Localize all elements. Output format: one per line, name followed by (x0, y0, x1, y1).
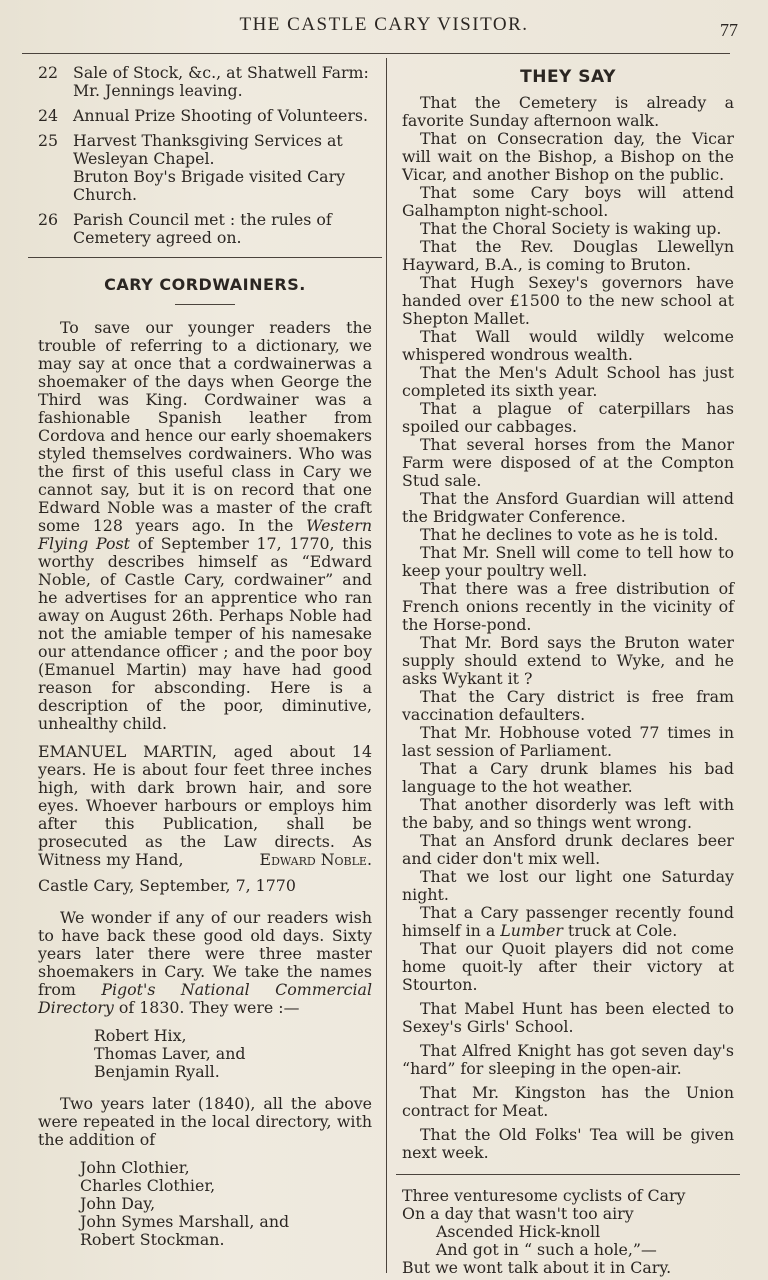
list-item: That on Consecration day, the Vicar will wait on the Bishop, a Bishop on the Vicar, and another Bishop on the public. (402, 129, 734, 184)
poem-divider (396, 1174, 740, 1175)
list-item: That there was a free distribution of French onions recently in the vicinity of the Horse-pond. (402, 579, 734, 634)
cordwainers-heading: CARY CORDWAINERS. (104, 275, 306, 294)
list-item: That Mr. Kingston has the Union contract for Meat. (402, 1083, 734, 1120)
directory-title: Pigot's National Commercial Directory (38, 980, 372, 1017)
list-item: That Mr. Hobhouse voted 77 times in last session of Parliament. (402, 723, 734, 760)
calendar-text: Cemetery agreed on. (73, 228, 242, 247)
left-column (38, 64, 372, 1263)
list-item: That the Old Folks' Tea will be given next week. (402, 1125, 734, 1162)
list-item: That Mr. Snell will come to tell how to keep your poultry well. (402, 543, 734, 580)
newspaper-title: Western Flying Post (38, 516, 372, 553)
list-item: That the Rev. Douglas Llewellyn Hayward, B.A., is coming to Bruton. (402, 237, 734, 274)
notice-dateline: Castle Cary, September, 7, 1770 (38, 876, 296, 895)
calendar-text: Annual Prize Shooting of Volunteers. (73, 106, 369, 125)
right-column (402, 64, 734, 1277)
list-item: That a Cary passenger recently found himself in a Lumber truck at Cole. (402, 903, 734, 940)
list-item: Benjamin Ryall. (94, 1062, 220, 1081)
list-item: That the Choral Society is waking up. (420, 219, 722, 238)
list-item: That a Cary drunk blames his bad language to the hot weather. (402, 759, 734, 796)
names-1830-list (94, 1027, 372, 1081)
calendar-entry (38, 107, 372, 125)
poem-line: But we wont talk about it in Cary. (402, 1258, 672, 1277)
they-say-list (402, 94, 734, 1162)
calendar-entry (38, 64, 372, 100)
names-1840-list (80, 1159, 372, 1249)
list-item: John Clothier, (80, 1158, 190, 1177)
list-item: That several horses from the Manor Farm were disposed of at the Compton Stud sale. (402, 435, 734, 490)
calendar-day: 26 (38, 210, 59, 229)
list-item: That Wall would wildly welcome whispered wondrous wealth. (402, 327, 734, 364)
list-item: That we lost our light one Saturday night. (402, 867, 734, 904)
list-item: That another disorderly was left with the baby, and so things went wrong. (402, 795, 734, 832)
poem-line: And got in “ such a hole,”— (436, 1240, 657, 1259)
limerick (402, 1187, 734, 1277)
list-item: That some Cary boys will attend Galhampton night-school. (402, 183, 734, 220)
list-item: That Mr. Bord says the Bruton water supply should extend to Wyke, and he asks Wykant it ? (402, 633, 734, 688)
calendar-list (38, 64, 372, 247)
list-item: Robert Stockman. (80, 1230, 225, 1249)
calendar-day: 22 (38, 63, 59, 82)
column-divider (386, 58, 387, 1273)
calendar-text: Bruton Boy's Brigade visited Cary (73, 167, 346, 186)
list-item: That Alfred Knight has got seven day's “hard” for sleeping in the open-air. (402, 1041, 734, 1078)
cordwainers-paragraph-2: We wonder if any of our readers wish to have back these good old days. Sixty years later there were three master shoemakers in Cary. We take the names from Pigot's National Commercial Directory of 1830. They were :— (38, 908, 372, 1017)
section-divider (28, 257, 382, 258)
list-item: That the Ansford Guardian will attend the Bridgwater Conference. (402, 489, 734, 526)
list-item: Thomas Laver, and (94, 1044, 246, 1063)
list-item: That the Cemetery is already a favorite Sunday afternoon walk. (402, 93, 734, 130)
heading-underline (175, 304, 235, 305)
list-item: Charles Clothier, (80, 1176, 216, 1195)
header-rule (22, 53, 730, 54)
cordwainers-paragraph-1: To save our younger readers the trouble of referring to a dictionary, we may say at once that a cordwainerwas a shoemaker of the days when George the Third was King. Cordwainer was a fashionable Spanish leather from Cordova and hence our early shoemakers styled themselves cordwainers. Who was the first of this useful class in Cary we cannot say, but it is on record that one Edward Noble was a master of the craft some 128 years ago. In the Western Flying Post of September 17, 1770, this worthy describes himself as “Edward Noble, of Castle Cary, cordwainer” and he advertises for an apprentice who ran away on August 26th. Perhaps Noble had not the amiable temper of his namesake our attendance officer ; and the poor boy (Emanuel Martin) may have had good reason for absconding. Here is a description of the poor, diminutive, unhealthy child. (38, 318, 372, 733)
list-item: That he declines to vote as he is told. (420, 525, 719, 544)
calendar-day: 25 (38, 131, 59, 150)
list-item: Robert Hix, (94, 1026, 187, 1045)
calendar-day: 24 (38, 106, 59, 125)
calendar-text: Parish Council met : the rules of (73, 210, 332, 229)
lumber-italic: Lumber (500, 921, 563, 940)
calendar-entry (38, 132, 372, 204)
list-item: That an Ansford drunk declares beer and cider don't mix well. (402, 831, 734, 868)
calendar-text: Harvest Thanksgiving Services at (73, 131, 343, 150)
list-item: That the Men's Adult School has just completed its sixth year. (402, 363, 734, 400)
list-item: That our Quoit players did not come home quoit-ly after their victory at Stourton. (402, 939, 734, 994)
poem-line: Three venturesome cyclists of Cary (402, 1186, 686, 1205)
poem-line: Ascended Hick-knoll (436, 1222, 601, 1241)
calendar-text: Mr. Jennings leaving. (73, 81, 243, 100)
list-item: That Hugh Sexey's governors have handed over £1500 to the new school at Shepton Mallet. (402, 273, 734, 328)
calendar-text: Sale of Stock, &c., at Shatwell Farm: (73, 63, 369, 82)
poem-line: On a day that wasn't too airy (402, 1204, 634, 1223)
runaway-notice: EMANUEL MARTIN, aged about 14 years. He is about four feet three inches high, with dark brown hair, and sore eyes. Whoever harbours or employs him after this Publication, shall be prosecuted as the Law directs. As Witness my Hand, Edward Noble. (38, 742, 372, 869)
cordwainers-paragraph-3: Two years later (1840), all the above were repeated in the local directory, with the addition of (38, 1094, 372, 1149)
calendar-text: Church. (73, 185, 138, 204)
calendar-entry (38, 211, 372, 247)
running-header-title: THE CASTLE CARY VISITOR. (239, 14, 529, 35)
notice-signature: Edward Noble. (259, 850, 372, 869)
page-number: 77 (720, 20, 738, 40)
list-item: John Symes Marshall, and (80, 1212, 290, 1231)
they-say-heading: THEY SAY (520, 67, 616, 87)
calendar-text: Wesleyan Chapel. (73, 149, 215, 168)
list-item: John Day, (80, 1194, 156, 1213)
list-item: That the Cary district is free fram vaccination defaulters. (402, 687, 734, 724)
list-item: That Mabel Hunt has been elected to Sexey's Girls' School. (402, 999, 734, 1036)
list-item: That a plague of caterpillars has spoiled our cabbages. (402, 399, 734, 436)
